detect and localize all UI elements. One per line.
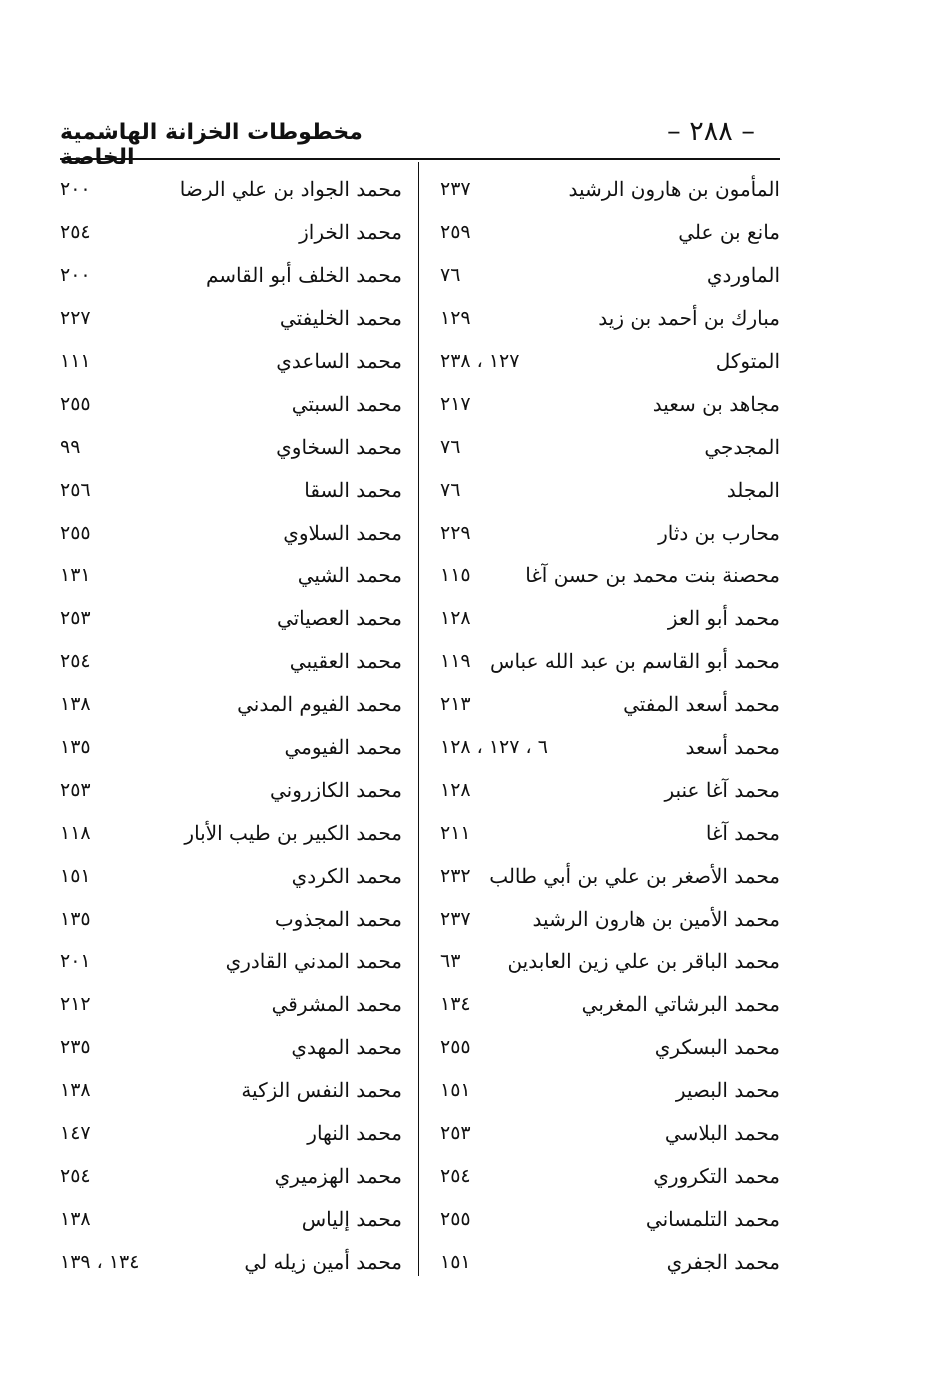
entry-pages: ٢٥٥ bbox=[440, 1036, 471, 1059]
entry-pages: ١١٨ bbox=[60, 821, 91, 844]
index-entry bbox=[60, 382, 402, 425]
entry-name: مانع بن علي bbox=[678, 220, 780, 245]
index-entry bbox=[440, 640, 780, 683]
index-entry bbox=[60, 1112, 402, 1155]
entry-name: محصنة بنت محمد بن حسن آغا bbox=[525, 563, 780, 588]
entry-pages: ٢٥٣ bbox=[60, 778, 91, 801]
index-entry bbox=[440, 1026, 780, 1069]
entry-pages: ١٣٥ bbox=[60, 907, 91, 930]
entry-pages: ١٣٨ bbox=[60, 1207, 91, 1230]
index-entry bbox=[60, 168, 402, 211]
entry-pages: ٢٢٩ bbox=[440, 521, 471, 544]
index-entry bbox=[440, 940, 780, 983]
entry-pages: ١٢٩ bbox=[440, 307, 471, 330]
entry-pages: ٢١٢ bbox=[60, 993, 91, 1016]
index-column-right bbox=[440, 168, 780, 1283]
entry-name: المجلد bbox=[726, 477, 780, 502]
index-entry bbox=[440, 726, 780, 769]
index-entry bbox=[440, 768, 780, 811]
index-entry bbox=[60, 597, 402, 640]
page-header-title: مخطوطات الخزانة الهاشمية الخاصة bbox=[60, 120, 363, 170]
entry-pages: ٢١١ bbox=[440, 821, 471, 844]
entry-name: محمد المدني القادري bbox=[225, 949, 402, 974]
entry-pages: ١٢٧ ، ٢٣٨ bbox=[440, 350, 520, 372]
entry-name: محمد السخاوي bbox=[276, 434, 402, 459]
index-column-left bbox=[60, 168, 402, 1283]
entry-pages: ١١٥ bbox=[440, 564, 471, 587]
entry-pages: ٧٦ bbox=[440, 435, 461, 458]
entry-pages: ٢٣٥ bbox=[60, 1036, 91, 1059]
entry-pages: ٢٣٧ bbox=[440, 907, 471, 930]
entry-pages: ١١٩ bbox=[440, 650, 471, 673]
entry-pages: ١٣٤ bbox=[440, 993, 471, 1016]
entry-pages: ٢١٧ bbox=[440, 392, 471, 415]
entry-name: محمد آغا bbox=[705, 820, 780, 845]
entry-name: محمد الخراز bbox=[299, 220, 402, 245]
index-entry bbox=[60, 468, 402, 511]
entry-pages: ٢٣٢ bbox=[440, 864, 471, 887]
entry-name: محمد الكردي bbox=[291, 863, 402, 888]
index-entry bbox=[440, 1197, 780, 1240]
entry-name: محمد النهار bbox=[307, 1121, 402, 1146]
entry-pages: ١٢٨ bbox=[440, 778, 471, 801]
index-entry bbox=[440, 254, 780, 297]
entry-pages: ٢٥٤ bbox=[60, 221, 91, 244]
index-entry bbox=[60, 1069, 402, 1112]
index-entry bbox=[60, 297, 402, 340]
entry-name: مبارك بن أحمد بن زيد bbox=[598, 306, 780, 331]
index-entry bbox=[440, 1240, 780, 1283]
entry-pages: ٢٠٠ bbox=[60, 264, 91, 287]
entry-pages: ٩٩ bbox=[60, 435, 81, 458]
index-entry bbox=[60, 854, 402, 897]
index-entry bbox=[440, 597, 780, 640]
entry-name: محمد البسكري bbox=[654, 1035, 780, 1060]
entry-name: محمد الساعدي bbox=[276, 349, 402, 373]
entry-pages: ٢٥٣ bbox=[440, 1122, 471, 1145]
index-entry bbox=[440, 1069, 780, 1112]
entry-name: محمد الباقر بن علي زين العابدين bbox=[507, 949, 780, 974]
index-entry bbox=[60, 640, 402, 683]
index-entry bbox=[60, 511, 402, 554]
entry-name: محمد الجفري bbox=[666, 1249, 780, 1274]
entry-name: محمد أسعد bbox=[685, 735, 780, 760]
entry-name: محمد البلاسي bbox=[664, 1121, 780, 1146]
index-entry bbox=[440, 683, 780, 726]
index-entry bbox=[60, 768, 402, 811]
entry-pages: ١٣٨ bbox=[60, 1079, 91, 1102]
entry-pages: ٢٥٥ bbox=[60, 392, 91, 415]
index-entry bbox=[440, 340, 780, 383]
index-entry bbox=[440, 554, 780, 597]
index-entry bbox=[440, 468, 780, 511]
entry-pages: ٦٣ bbox=[440, 950, 461, 973]
index-entry bbox=[60, 254, 402, 297]
entry-name: محمد البرشاتي المغربي bbox=[581, 992, 780, 1017]
entry-pages: ٢٠١ bbox=[60, 950, 91, 973]
entry-pages: ١٢٨ bbox=[440, 607, 471, 630]
entry-name: محمد الأمين بن هارون الرشيد bbox=[532, 906, 780, 931]
index-entry bbox=[60, 1197, 402, 1240]
index-entry bbox=[440, 211, 780, 254]
entry-pages: ٢٥٤ bbox=[440, 1164, 471, 1187]
index-entry bbox=[440, 168, 780, 211]
entry-name: محمد أبو القاسم بن عبد الله عباس bbox=[490, 649, 780, 674]
entry-pages: ٢٣٧ bbox=[440, 178, 471, 201]
entry-name: محمد أبو العز bbox=[667, 606, 780, 631]
entry-name: محمد السبتي bbox=[291, 391, 402, 416]
entry-pages: ١٣١ bbox=[60, 564, 91, 587]
entry-pages: ١٥١ bbox=[60, 864, 91, 887]
entry-name: محارب بن دثار bbox=[658, 520, 780, 545]
entry-name: محمد العقيبي bbox=[289, 649, 402, 674]
index-entry bbox=[440, 382, 780, 425]
entry-pages: ٢١٣ bbox=[440, 693, 471, 716]
index-entry bbox=[60, 726, 402, 769]
entry-name: محمد الفيومي bbox=[284, 735, 402, 760]
entry-pages: ٧٦ bbox=[440, 264, 461, 287]
entry-name: المجدجي bbox=[704, 434, 780, 459]
index-entry bbox=[440, 983, 780, 1026]
entry-name: مجاهد بن سعيد bbox=[652, 391, 780, 416]
entry-pages: ٢٢٧ bbox=[60, 307, 91, 330]
entry-pages: ٢٥٦ bbox=[60, 478, 91, 501]
entry-name: محمد الفيوم المدني bbox=[237, 692, 402, 717]
index-entry bbox=[440, 811, 780, 854]
entry-name: محمد التكروري bbox=[653, 1163, 780, 1188]
index-entry bbox=[60, 1154, 402, 1197]
entry-name: محمد المهدي bbox=[291, 1035, 402, 1060]
index-entry bbox=[440, 854, 780, 897]
index-entry bbox=[60, 1240, 402, 1283]
entry-name: محمد المشرقي bbox=[271, 992, 402, 1017]
entry-name: محمد الكبير بن طيب الأبار bbox=[184, 820, 402, 845]
entry-pages: ٧٦ bbox=[440, 478, 461, 501]
index-entry bbox=[60, 983, 402, 1026]
entry-name: محمد الهزميري bbox=[274, 1163, 402, 1188]
index-entry bbox=[440, 425, 780, 468]
entry-pages: ١٣٤ ، ١٣٩ bbox=[60, 1250, 140, 1273]
index-entry bbox=[60, 897, 402, 940]
index-entry bbox=[60, 554, 402, 597]
index-entry bbox=[60, 1026, 402, 1069]
index-entry bbox=[440, 897, 780, 940]
entry-pages: ١٥١ bbox=[440, 1079, 471, 1102]
entry-name: محمد السلاوي bbox=[283, 520, 402, 545]
page-number: – ٢٨٨ – bbox=[667, 116, 755, 147]
entry-name: محمد الشيي bbox=[297, 563, 402, 588]
index-entry bbox=[440, 511, 780, 554]
entry-pages: ٢٥٥ bbox=[440, 1207, 471, 1230]
entry-name: محمد العصياتي bbox=[276, 606, 402, 631]
index-entry bbox=[440, 297, 780, 340]
entry-name: محمد الجواد بن علي الرضا bbox=[179, 177, 402, 202]
entry-pages: ٢٥٣ bbox=[60, 607, 91, 630]
column-divider bbox=[418, 162, 419, 1276]
index-entry bbox=[60, 683, 402, 726]
entry-name: محمد التلمساني bbox=[645, 1206, 780, 1231]
entry-name: محمد السقا bbox=[304, 477, 402, 502]
index-entry bbox=[60, 425, 402, 468]
index-entry bbox=[440, 1154, 780, 1197]
entry-pages: ١٤٧ bbox=[60, 1122, 91, 1145]
entry-pages: ١١١ bbox=[60, 350, 91, 372]
entry-pages: ٢٥٩ bbox=[440, 221, 471, 244]
entry-name: محمد الخليفتي bbox=[279, 306, 402, 331]
entry-name: محمد المجذوب bbox=[274, 906, 402, 931]
entry-pages: ١٣٨ bbox=[60, 693, 91, 716]
entry-name: محمد النفس الزكية bbox=[241, 1078, 402, 1103]
entry-name: محمد أمين زيله لي bbox=[244, 1249, 402, 1274]
entry-pages: ٢٥٥ bbox=[60, 521, 91, 544]
entry-pages: ١٣٥ bbox=[60, 736, 91, 759]
entry-name: الماوردي bbox=[706, 263, 780, 288]
index-entry bbox=[440, 1112, 780, 1155]
entry-pages: ٢٥٤ bbox=[60, 1164, 91, 1187]
entry-name: محمد آغا عنبر bbox=[664, 777, 780, 802]
header-rule bbox=[60, 158, 780, 160]
entry-pages: ١٥١ bbox=[440, 1250, 471, 1273]
index-entry bbox=[60, 940, 402, 983]
entry-name: محمد أسعد المفتي bbox=[623, 692, 780, 717]
entry-name: محمد إلياس bbox=[301, 1206, 402, 1231]
entry-pages: ٢٠٠ bbox=[60, 178, 91, 201]
entry-name: المأمون بن هارون الرشيد bbox=[568, 177, 780, 202]
entry-pages: ٦ ، ١٢٧ ، ١٢٨ bbox=[440, 736, 548, 759]
index-entry bbox=[60, 340, 402, 383]
entry-name: محمد الخلف أبو القاسم bbox=[205, 263, 402, 288]
entry-name: محمد الكازروني bbox=[269, 777, 402, 802]
entry-name: المتوكل bbox=[715, 349, 780, 373]
index-entry bbox=[60, 811, 402, 854]
entry-name: محمد الأصغر بن علي بن أبي طالب bbox=[489, 863, 780, 888]
index-entry bbox=[60, 211, 402, 254]
entry-name: محمد البصير bbox=[675, 1078, 780, 1103]
entry-pages: ٢٥٤ bbox=[60, 650, 91, 673]
